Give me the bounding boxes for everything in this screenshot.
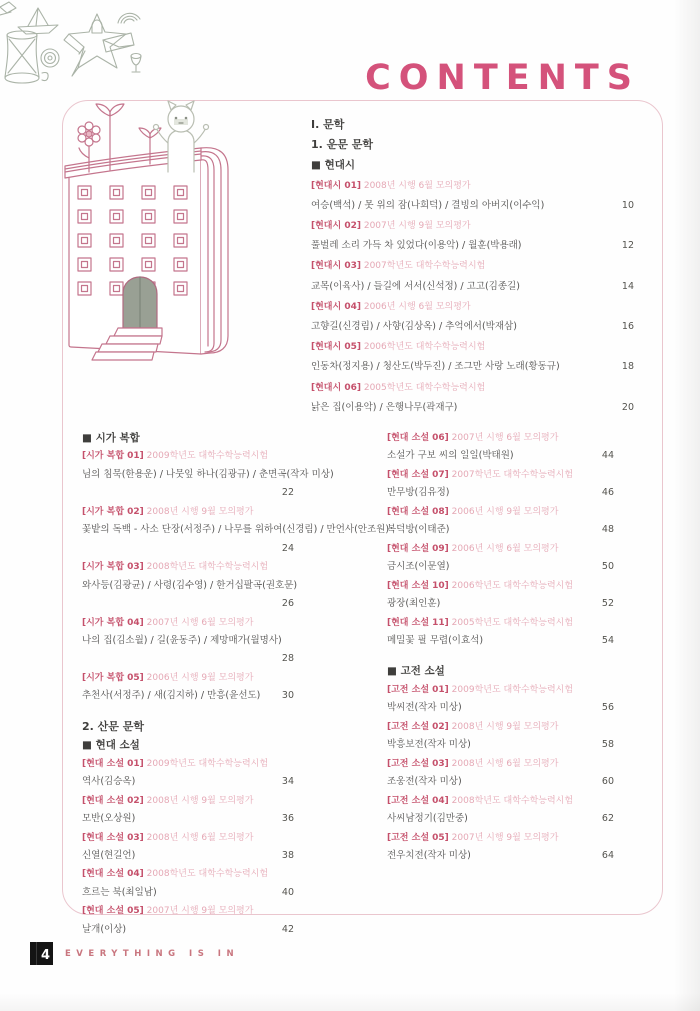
entry-label-line	[387, 540, 614, 558]
entry-page-number: 28	[281, 653, 294, 665]
entry-label-line	[387, 718, 614, 736]
entry-title: 꽃밭의 독백 - 사소 단장(서정주) / 나무를 위하여(신경림) / 만언사(안조원)	[82, 524, 390, 536]
toc-left-column	[82, 429, 390, 939]
toc-entry-list	[311, 176, 634, 418]
entry-label: [시가 복합 04]	[82, 617, 144, 628]
entry-title-line	[311, 277, 634, 297]
entry-title-line	[311, 196, 634, 216]
entry-label: [현대 소설 07]	[387, 469, 449, 480]
entry-title: 나의 집(김소월) / 길(윤동주) / 제망매가(월명사)	[82, 634, 282, 646]
entry-page-number: 16	[621, 321, 634, 333]
entry-label: [현대시 02]	[311, 221, 361, 232]
entry-exam-info: 2006년 시행 9월 모의평가	[451, 506, 559, 517]
entry-exam-info: 2008년 시행 6월 모의평가	[146, 832, 254, 843]
entry-label: [고전 소설 02]	[387, 721, 449, 732]
entry-label-line	[82, 755, 294, 773]
page-number-box	[30, 942, 53, 965]
door-on-star-icon	[92, 20, 102, 33]
toc-entry-row	[82, 558, 298, 613]
entry-label: [현대 소설 01]	[82, 758, 144, 769]
entry-page-number: 40	[281, 886, 294, 898]
toc-top-section	[311, 115, 634, 418]
entry-title: 박씨전(작자 미상)	[387, 702, 462, 714]
entry-label-line	[82, 447, 294, 465]
entry-label: [현대 소설 08]	[387, 506, 449, 517]
entry-title: 고향길(신경림) / 사향(김상옥) / 추억에서(박재삼)	[311, 321, 517, 333]
entry-title: 조웅전(작자 미상)	[387, 776, 462, 788]
entry-page-number: 52	[601, 598, 614, 610]
page-title: CONTENTS	[365, 58, 640, 98]
entry-page-number: 20	[621, 401, 634, 413]
entry-label-line	[82, 503, 294, 521]
entry-title: 인동차(정지용) / 청산도(박두진) / 조그만 사랑 노래(황동규)	[311, 361, 560, 373]
entry-page-number: 10	[621, 199, 634, 211]
entry-label-line	[311, 176, 634, 196]
entry-page-number: 58	[601, 739, 614, 751]
entry-exam-info: 2008년 시행 9월 모의평가	[146, 795, 254, 806]
toc-entry-row	[82, 755, 294, 792]
toc-entry-row	[387, 540, 614, 577]
entry-page-number: 30	[281, 690, 294, 702]
category-header-hyundai-soseol: ■ 현대 소설	[82, 739, 140, 752]
entry-label: [시가 복합 02]	[82, 506, 144, 517]
entry-title-line	[82, 632, 294, 669]
entry-page-number: 38	[281, 849, 294, 861]
entry-title: 신열(현길언)	[82, 849, 136, 861]
toc-entry-row	[82, 902, 294, 939]
entry-exam-info: 2009학년도 대학수학능력시험	[146, 451, 269, 462]
entry-exam-info: 2007년 시행 9월 모의평가	[363, 221, 471, 232]
entry-page-number: 24	[281, 542, 294, 554]
toc-entry-row	[82, 792, 294, 829]
entry-title: 광장(최인훈)	[387, 598, 441, 610]
entry-exam-info: 2007년 시행 6월 모의평가	[451, 433, 559, 443]
entry-title: 교목(이육사) / 들길에 서서(신석정) / 고고(김종길)	[311, 280, 520, 292]
toc-entry-row	[82, 447, 334, 502]
toc-entry-row	[311, 176, 634, 216]
toc-entry-row	[387, 792, 614, 829]
entry-label-line	[387, 681, 614, 699]
entry-page-number: 12	[621, 240, 634, 252]
entry-title: 만무방(김유정)	[387, 487, 450, 499]
entry-page-number: 36	[281, 813, 294, 825]
entry-page-number: 54	[601, 634, 614, 646]
entry-title: 님의 침묵(한용운) / 나뭇잎 하나(김광규) / 춘면곡(작자 미상)	[82, 468, 334, 480]
entry-label: [현대 소설 09]	[387, 543, 449, 554]
entry-exam-info: 2006학년도 대학수학능력시험	[451, 580, 574, 591]
entry-label: [시가 복합 03]	[82, 562, 144, 573]
toc-entry-row	[387, 466, 614, 503]
entry-title: 복덕방(이태준)	[387, 524, 450, 536]
book-building-illustration	[62, 100, 264, 372]
entry-title: 전우치전(작자 미상)	[387, 849, 471, 861]
entry-title-line	[82, 466, 334, 503]
entry-label-line	[387, 466, 614, 484]
spiral-icon	[42, 73, 48, 81]
entry-title: 역사(김승옥)	[82, 776, 136, 788]
entry-exam-info: 2007년 시행 9월 모의평가	[451, 832, 559, 843]
entry-title: 추천사(서정주) / 새(김지하) / 만흥(윤선도)	[82, 690, 261, 702]
entry-title: 흐르는 북(최일남)	[82, 886, 157, 898]
entry-title-line	[82, 687, 294, 705]
entry-title: 소설가 구보 씨의 일일(박태원)	[387, 450, 514, 462]
toc-entry-row	[311, 256, 634, 296]
entry-exam-info: 2007년 시행 9월 모의평가	[146, 906, 254, 917]
entry-title: 메밀꽃 필 무렵(이효석)	[387, 634, 484, 646]
toc-entry-row	[311, 378, 634, 418]
entry-label-line	[82, 865, 294, 883]
toc-entry-row	[387, 681, 614, 718]
toc-entry-row	[387, 755, 614, 792]
toc-entry-list	[387, 681, 614, 866]
toc-entry-row	[387, 614, 614, 651]
scan-edge-shading-bottom	[0, 993, 700, 1011]
entry-page-number: 50	[601, 561, 614, 573]
entry-title: 풀벌레 소리 가득 차 있었다(이용악) / 월훈(박용래)	[311, 240, 522, 252]
entry-label: [현대시 05]	[311, 342, 361, 353]
entry-label-line	[387, 829, 614, 847]
entry-title-line	[387, 447, 614, 465]
scan-edge-shading	[674, 0, 700, 1011]
paper-scrap-icon	[0, 2, 16, 13]
entry-label-line	[82, 669, 294, 687]
entry-title-line	[311, 398, 634, 418]
entry-title-line	[387, 595, 614, 613]
entry-label-line	[387, 429, 614, 447]
toc-entry-list	[387, 429, 614, 650]
entry-title-line	[82, 810, 294, 828]
entry-title: 박흥보전(작자 미상)	[387, 739, 471, 751]
entry-label: [고전 소설 01]	[387, 684, 449, 695]
entry-page-number: 60	[601, 776, 614, 788]
entry-label-line	[311, 378, 634, 398]
entry-page-number: 42	[281, 923, 294, 935]
entry-title-line	[387, 632, 614, 650]
entry-title-line	[387, 558, 614, 576]
entry-exam-info: 2008년 시행 6월 모의평가	[451, 758, 559, 769]
entry-exam-info: 2009학년도 대학수학능력시험	[146, 758, 269, 769]
toc-entry-row	[311, 337, 634, 377]
entry-label-line	[387, 755, 614, 773]
entry-title: 모반(오상원)	[82, 813, 136, 825]
entry-label: [현대 소설 04]	[82, 869, 144, 880]
section-header-sanmun: 2. 산문 문학	[82, 719, 144, 733]
entry-label: [고전 소설 05]	[387, 832, 449, 843]
entry-title-line	[82, 773, 294, 791]
category-header-gojeon: ■ 고전 소설	[387, 665, 445, 678]
entry-exam-info: 2006년 시행 6월 모의평가	[451, 543, 559, 554]
entry-title-line	[387, 484, 614, 502]
entry-title-line	[311, 357, 634, 377]
entry-exam-info: 2008년 시행 9월 모의평가	[146, 506, 254, 517]
entry-label-line	[82, 792, 294, 810]
entry-label: [시가 복합 01]	[82, 451, 144, 462]
entry-title: 여승(백석) / 못 위의 잠(나희덕) / 결빙의 아버지(이수익)	[311, 199, 545, 211]
entry-page-number: 64	[601, 849, 614, 861]
target-circles-icon	[41, 49, 59, 67]
entry-page-number: 14	[621, 280, 634, 292]
entry-label: [현대 소설 05]	[82, 906, 144, 917]
entry-label: [현대시 04]	[311, 301, 361, 312]
category-header-siga: ■ 시가 복합	[82, 432, 140, 444]
entry-title-line	[311, 236, 634, 256]
entry-label-line	[311, 337, 634, 357]
entry-title-line	[311, 317, 634, 337]
entry-title-line	[387, 847, 614, 865]
entry-title: 날개(이상)	[82, 923, 127, 935]
entry-label: [고전 소설 04]	[387, 795, 449, 806]
entry-label-line	[387, 577, 614, 595]
entry-label: [현대 소설 06]	[387, 433, 449, 443]
entry-label: [현대 소설 11]	[387, 617, 449, 628]
entry-label-line	[311, 297, 634, 317]
toc-entry-row	[387, 829, 614, 866]
entry-label-line	[387, 614, 614, 632]
goblet-icon	[131, 54, 141, 59]
entry-exam-info: 2006년 시행 6월 모의평가	[363, 301, 471, 312]
entry-label-line	[387, 503, 614, 521]
subsection-header: 1. 운문 문학	[311, 138, 373, 152]
entry-title: 사씨남정기(김만중)	[387, 813, 468, 825]
toc-entry-row	[387, 577, 614, 614]
entry-label-line	[311, 216, 634, 236]
footer-tagline: EVERYTHING IS IN	[65, 948, 240, 959]
entry-exam-info: 2008학년도 대학수학능력시험	[146, 869, 269, 880]
entry-title: 낡은 집(이용악) / 은행나무(곽재구)	[311, 401, 458, 413]
entry-exam-info: 2007년 시행 6월 모의평가	[146, 617, 254, 628]
entry-label: [고전 소설 03]	[387, 758, 449, 769]
entry-label-line	[82, 558, 294, 576]
toc-entry-row	[387, 718, 614, 755]
toc-entry-row	[82, 669, 294, 706]
page-number: 4	[40, 948, 50, 963]
entry-page-number: 62	[601, 813, 614, 825]
entry-label: [현대시 06]	[311, 382, 361, 393]
page-number-box-divider	[36, 942, 37, 965]
entry-label: [현대시 03]	[311, 261, 361, 272]
entry-title-line	[82, 921, 294, 939]
entry-label: [현대 소설 10]	[387, 580, 449, 591]
category-header-hyundaisi: ■ 현대시	[311, 159, 356, 172]
entry-exam-info: 2008학년도 대학수학능력시험	[451, 795, 574, 806]
toc-entry-row	[82, 503, 390, 558]
entry-page-number: 48	[601, 524, 614, 536]
entry-title-line	[82, 521, 390, 558]
part-header: I. 문학	[311, 118, 345, 131]
toc-entry-list	[82, 755, 294, 940]
toc-right-column	[387, 429, 614, 865]
entry-page-number: 26	[281, 598, 294, 610]
entry-exam-info: 2007학년도 대학수학능력시험	[363, 261, 486, 272]
toc-entry-row	[82, 829, 294, 866]
entry-exam-info: 2007학년도 대학수학능력시험	[451, 469, 574, 480]
entry-exam-info: 2005학년도 대학수학능력시험	[451, 617, 574, 628]
entry-title-line	[387, 773, 614, 791]
entry-label: [시가 복합 05]	[82, 672, 144, 683]
entry-label-line	[82, 614, 294, 632]
entry-exam-info: 2008학년도 대학수학능력시험	[146, 562, 269, 573]
toc-entry-row	[311, 216, 634, 256]
entry-title-line	[387, 521, 614, 539]
entry-title-line	[387, 736, 614, 754]
entry-page-number: 46	[601, 487, 614, 499]
entry-label: [현대 소설 03]	[82, 832, 144, 843]
doodle-illustration	[0, 0, 152, 92]
entry-title-line	[387, 810, 614, 828]
paper-boat-icon	[18, 25, 58, 34]
toc-entry-row	[82, 865, 294, 902]
entry-label-line	[82, 902, 294, 920]
footer	[30, 942, 239, 965]
toc-entry-row	[82, 614, 294, 669]
toc-entry-row	[387, 429, 614, 466]
entry-exam-info: 2005학년도 대학수학능력시험	[363, 382, 486, 393]
entry-exam-info: 2009학년도 대학수학능력시험	[451, 684, 574, 695]
hourglass-icon	[7, 31, 37, 39]
entry-title-line	[82, 577, 298, 614]
entry-page-number: 22	[281, 487, 294, 499]
entry-title-line	[387, 699, 614, 717]
entry-page-number: 34	[281, 776, 294, 788]
entry-title-line	[82, 847, 294, 865]
entry-label: [현대시 01]	[311, 180, 361, 191]
entry-label-line	[311, 256, 634, 276]
entry-label-line	[82, 829, 294, 847]
entry-page-number: 56	[601, 702, 614, 714]
entry-exam-info: 2006년 시행 9월 모의평가	[146, 672, 254, 683]
entry-label-line	[387, 792, 614, 810]
entry-exam-info: 2008년 시행 6월 모의평가	[363, 180, 471, 191]
entry-label: [현대 소설 02]	[82, 795, 144, 806]
entry-title: 와사등(김광균) / 사령(김수영) / 한거십팔곡(권호문)	[82, 579, 298, 591]
entry-title-line	[82, 884, 294, 902]
toc-entry-row	[387, 503, 614, 540]
entry-exam-info: 2006학년도 대학수학능력시험	[363, 342, 486, 353]
star-icon	[69, 14, 126, 68]
entry-title: 금시조(이문열)	[387, 561, 450, 573]
entry-page-number: 18	[621, 361, 634, 373]
toc-entry-list	[82, 447, 390, 705]
toc-entry-row	[311, 297, 634, 337]
entry-page-number: 44	[601, 450, 614, 462]
entry-exam-info: 2008년 시행 9월 모의평가	[451, 721, 559, 732]
